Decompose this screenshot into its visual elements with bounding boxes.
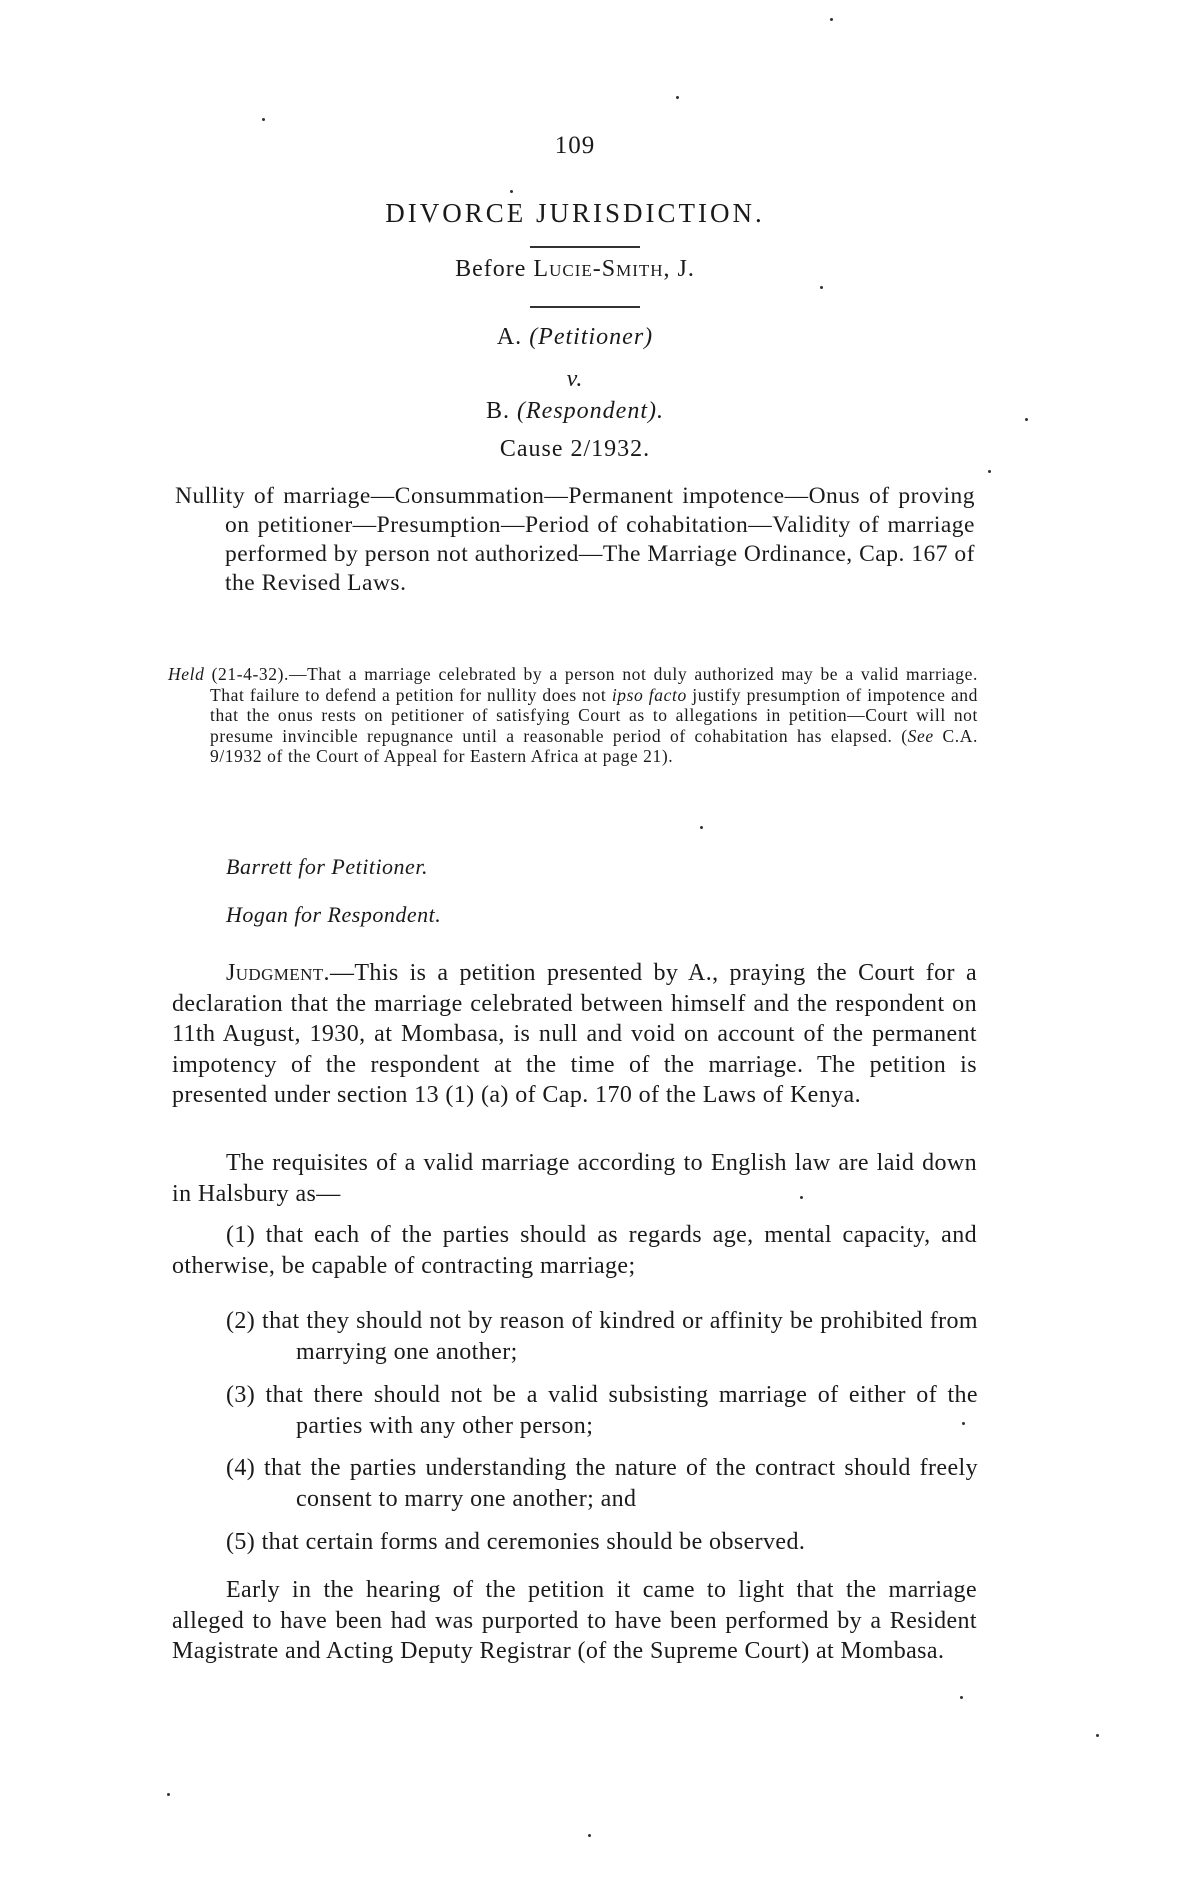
scan-speck [510, 190, 513, 193]
respondent-role: (Respondent). [517, 398, 664, 424]
requisite-item-5: (5) that certain forms and ceremonies should be observed. [226, 1529, 806, 1555]
scan-speck [800, 1196, 803, 1199]
section-title: DIVORCE JURISDICTION. [385, 198, 765, 228]
petitioner-line [0, 324, 1150, 351]
cause-number: Cause 2/1932. [499, 436, 651, 462]
requisite-item-3: (3) that there should not be a valid subsisting marriage of either of the parties with any other person; [226, 1382, 978, 1439]
held-see: See [907, 725, 934, 746]
scan-speck [167, 1793, 170, 1796]
held-label: Held [168, 664, 205, 684]
divider [530, 306, 640, 308]
petitioner-role: (Petitioner) [529, 324, 654, 350]
scan-speck [830, 18, 833, 21]
held-text-1: —That a marriage celebrated by a person not duly authorized may be a valid marriage. That failure to defend a petition for nullity does not [210, 664, 978, 705]
scan-speck [960, 1696, 963, 1699]
divider [530, 246, 640, 248]
scan-speck [962, 1422, 965, 1425]
closing-paragraph: Early in the hearing of the petition it came to light that the marriage alleged to have been had was purported to have been performed by a Resident Magistrate and Acting Deputy Registrar (of the Supreme Court) at Mombasa. [172, 1577, 977, 1664]
scan-speck [588, 1834, 591, 1837]
held-date: (21-4-32). [211, 664, 290, 684]
requisite-item-2: (2) that they should not by reason of kindred or affinity be prohibited from marrying one another; [226, 1308, 978, 1365]
petitioner-name: A. [496, 324, 523, 350]
judgment-paragraph [172, 958, 977, 1111]
headnote: Nullity of marriage—Consummation—Permanent impotence—Onus of proving on petitioner—Presumption—Period of cohabitation—Validity of marriage performed by person not authorized—The Marriage Ordinance, Cap. 167 of the Revised Laws. [175, 483, 975, 596]
requisites-intro: The requisites of a valid marriage according to English law are laid down in Halsbury as— [172, 1150, 977, 1207]
respondent-name: B. [486, 398, 511, 424]
counsel-petitioner: Barrett for Petitioner. [226, 854, 428, 879]
requisite-item-4: (4) that the parties understanding the nature of the contract should freely consent to marry one another; and [226, 1455, 978, 1512]
held-text-3: C.A. 9/1932 of the Court of Appeal for Eastern Africa at page 21). [210, 725, 978, 766]
scan-speck [820, 286, 823, 289]
judge-line [0, 256, 1150, 283]
before-prefix: Before [455, 256, 527, 282]
scan-speck [262, 118, 265, 121]
scan-speck [988, 470, 991, 473]
judgment-text: —This is a petition presented by A., praying the Court for a declaration that the marriage celebrated between himself and the respondent on 11th August, 1930, at Mombasa, is null and void on account of the permanent impotency of the respondent at the time of the marriage. The petition is presented under section 13 (1) (a) of Cap. 170 of the Laws of Kenya. [172, 960, 977, 1108]
respondent-line [0, 398, 1150, 425]
judge-suffix: , J. [663, 256, 695, 282]
scan-speck [676, 96, 679, 99]
requisite-item-1: (1) that each of the parties should as regards age, mental capacity, and otherwise, be capable of contracting marriage; [172, 1222, 977, 1279]
scan-speck [1096, 1734, 1099, 1737]
held-ipso-facto: ipso facto [611, 684, 687, 705]
held-text-2: justify presumption of impotence and that the onus rests on petitioner of satisfying Court as to allegations in petition—Court will not presume invincible repugnance until a reasonable period of cohabitation has elapsed. ( [210, 684, 979, 746]
judge-name: Lucie-Smith [533, 256, 664, 282]
scan-speck [700, 826, 703, 829]
judgment-label: Judgment. [226, 960, 330, 986]
counsel-respondent: Hogan for Respondent. [226, 902, 442, 927]
held-summary [168, 664, 978, 767]
page-number: 109 [554, 132, 596, 159]
scan-speck [1025, 418, 1028, 421]
versus: v. [566, 366, 584, 392]
